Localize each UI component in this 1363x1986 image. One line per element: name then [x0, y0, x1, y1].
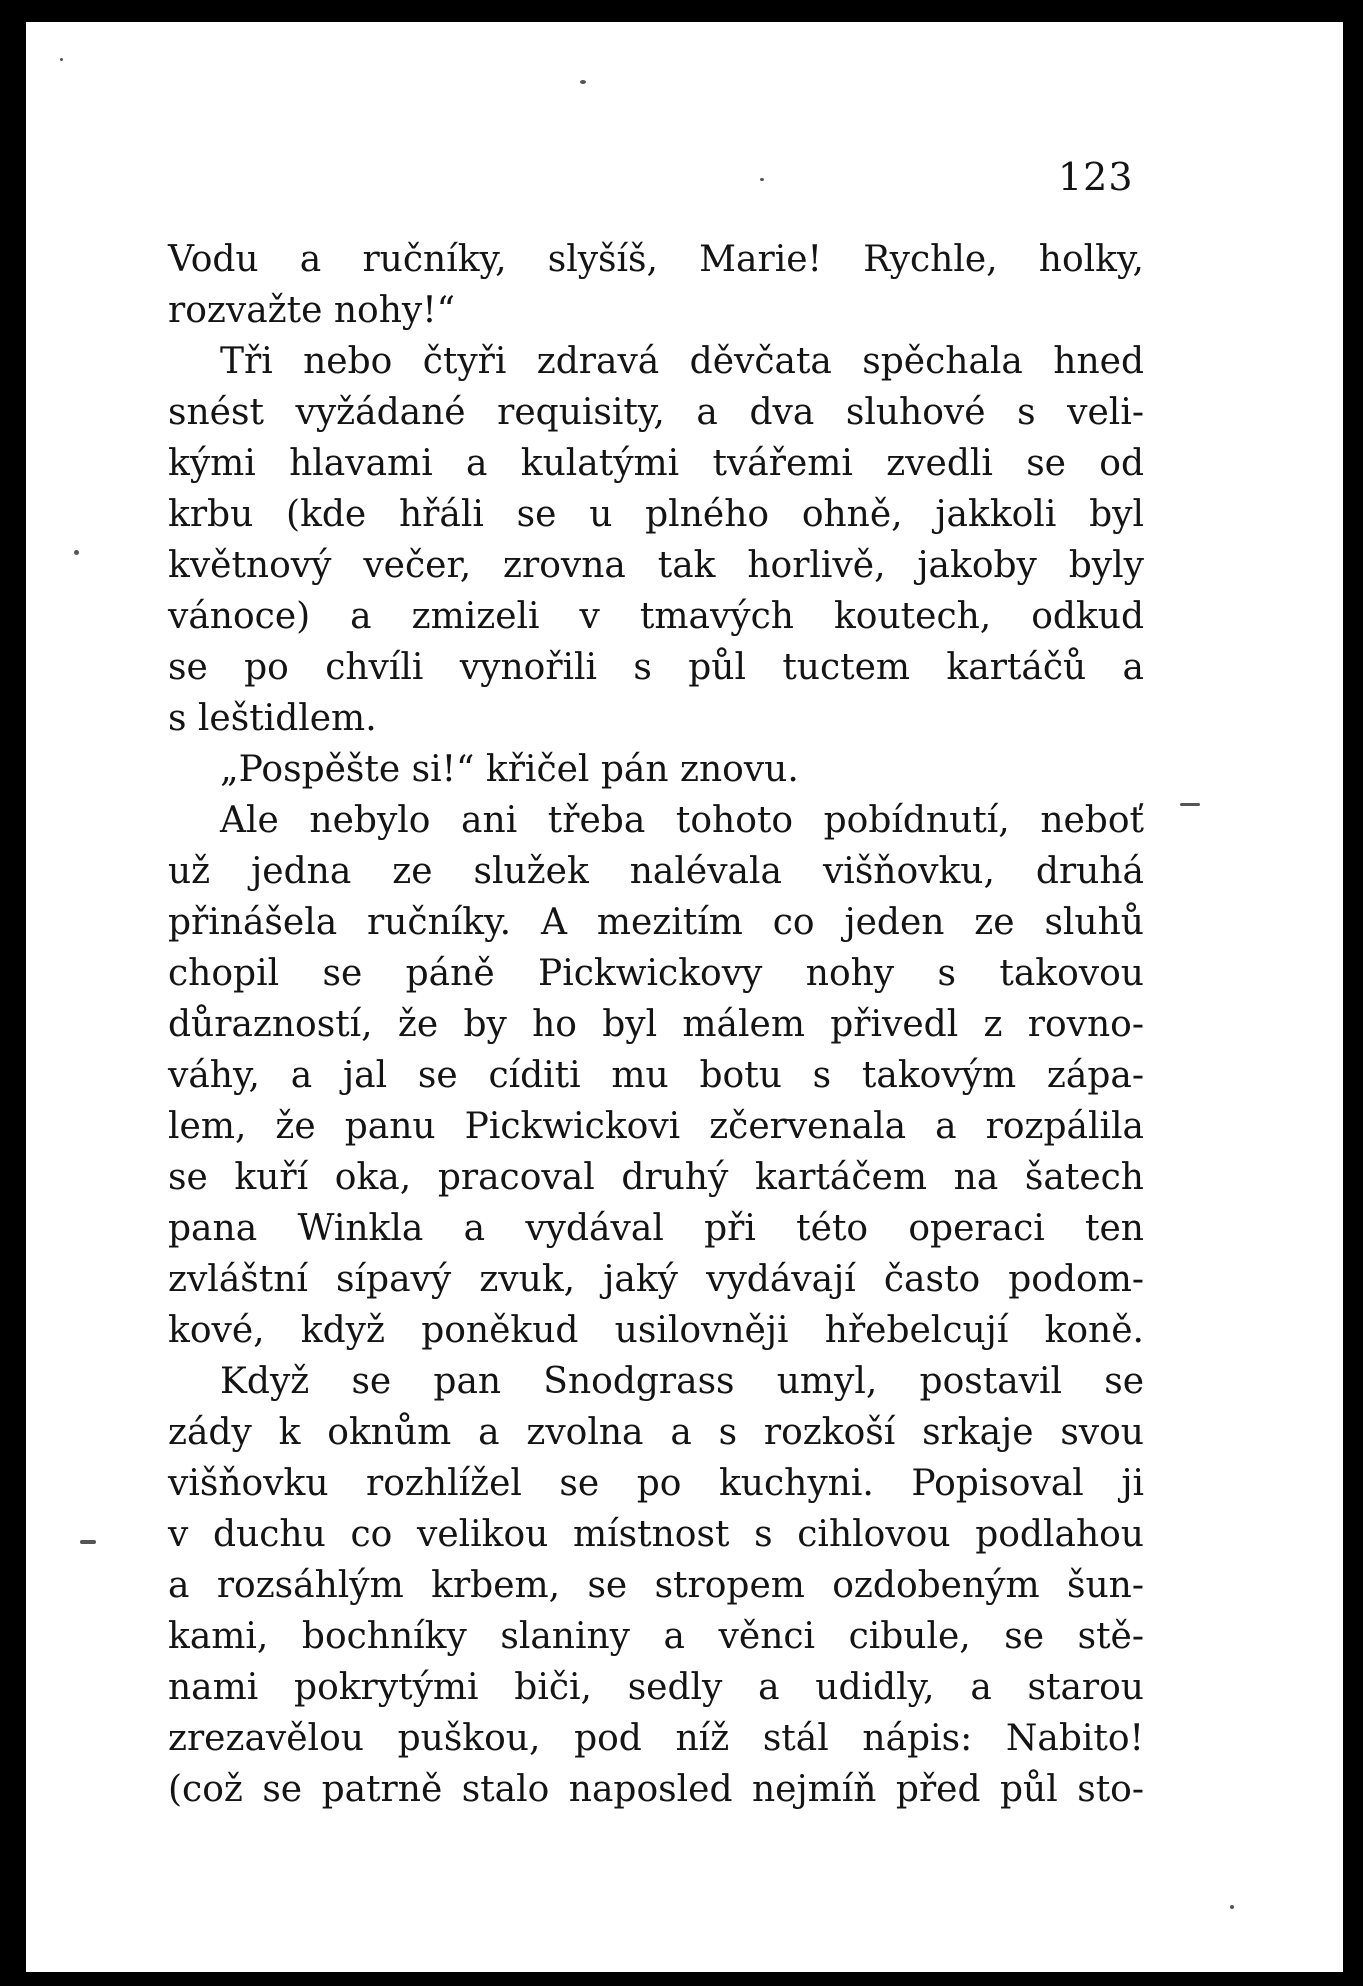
scan-speck [74, 550, 79, 555]
text-line: zády k oknům a zvolna a s rozkoší srkaje svou [168, 1412, 1144, 1453]
text-line: (což se patrně stalo naposled nejmíň před půl sto- [168, 1769, 1144, 1810]
scan-border-right [1343, 0, 1363, 1986]
text-line: Tři nebo čtyři zdravá děvčata spěchala hned [220, 341, 1144, 382]
text-line: Když se pan Snodgrass umyl, postavil se [220, 1361, 1144, 1402]
scan-speck [1180, 803, 1200, 806]
text-line: se po chvíli vynořili s půl tuctem kartáčů a [168, 647, 1144, 688]
scan-border-top [0, 0, 1363, 22]
text-line: přinášela ručníky. A mezitím co jeden ze sluhů [168, 902, 1144, 943]
text-line: důrazností, že by ho byl málem přivedl z rovno- [168, 1004, 1144, 1045]
text-line: višňovku rozhlížel se po kuchyni. Popisoval ji [168, 1463, 1144, 1504]
text-line: a rozsáhlým krbem, se stropem ozdobeným šun- [168, 1565, 1144, 1606]
text-line: pana Winkla a vydával při této operaci ten [168, 1208, 1144, 1249]
text-line: chopil se páně Pickwickovy nohy s takovou [168, 953, 1144, 994]
text-line: „Pospěšte si!“ křičel pán znovu. [220, 749, 799, 790]
text-line: krbu (kde hřáli se u plného ohně, jakkoli byl [168, 494, 1144, 535]
scan-border-left [0, 0, 26, 1986]
text-line: vánoce) a zmizeli v tmavých koutech, odkud [168, 596, 1144, 637]
text-line: rozvažte nohy!“ [168, 290, 456, 331]
text-line: lem, že panu Pickwickovi zčervenala a rozpálila [168, 1106, 1144, 1147]
text-line: kými hlavami a kulatými tvářemi zvedli se od [168, 443, 1144, 484]
text-line: už jedna ze služek nalévala višňovku, druhá [168, 851, 1144, 892]
text-line: váhy, a jal se cíditi mu botu s takovým zápa- [168, 1055, 1144, 1096]
text-line: s leštidlem. [168, 698, 377, 739]
text-line: květnový večer, zrovna tak horlivě, jakoby byly [168, 545, 1144, 586]
scan-border-bottom [0, 1972, 1363, 1986]
scan-speck [580, 80, 586, 84]
page-number: 123 [1058, 155, 1134, 199]
text-line: zvláštní sípavý zvuk, jaký vydávají často podom- [168, 1259, 1144, 1300]
scan-speck [1230, 1905, 1234, 1909]
text-line: Ale nebylo ani třeba tohoto pobídnutí, neboť [220, 800, 1144, 841]
text-line: snést vyžádané requisity, a dva sluhové s veli- [168, 392, 1144, 433]
scan-speck [80, 1540, 96, 1544]
text-line: kami, bochníky slaniny a věnci cibule, se stě- [168, 1616, 1144, 1657]
text-line: kové, když poněkud usilovněji hřebelcují koně. [168, 1310, 1144, 1351]
text-line: zrezavělou puškou, pod níž stál nápis: Nabito! [168, 1718, 1144, 1759]
text-line: Vodu a ručníky, slyšíš, Marie! Rychle, holky, [168, 239, 1144, 280]
text-line: v duchu co velikou místnost s cihlovou podlahou [168, 1514, 1144, 1555]
text-line: nami pokrytými biči, sedly a udidly, a starou [168, 1667, 1144, 1708]
scan-speck [760, 178, 764, 181]
text-line: se kuří oka, pracoval druhý kartáčem na šatech [168, 1157, 1144, 1198]
body-text [168, 234, 1144, 1815]
scan-speck [60, 58, 63, 61]
